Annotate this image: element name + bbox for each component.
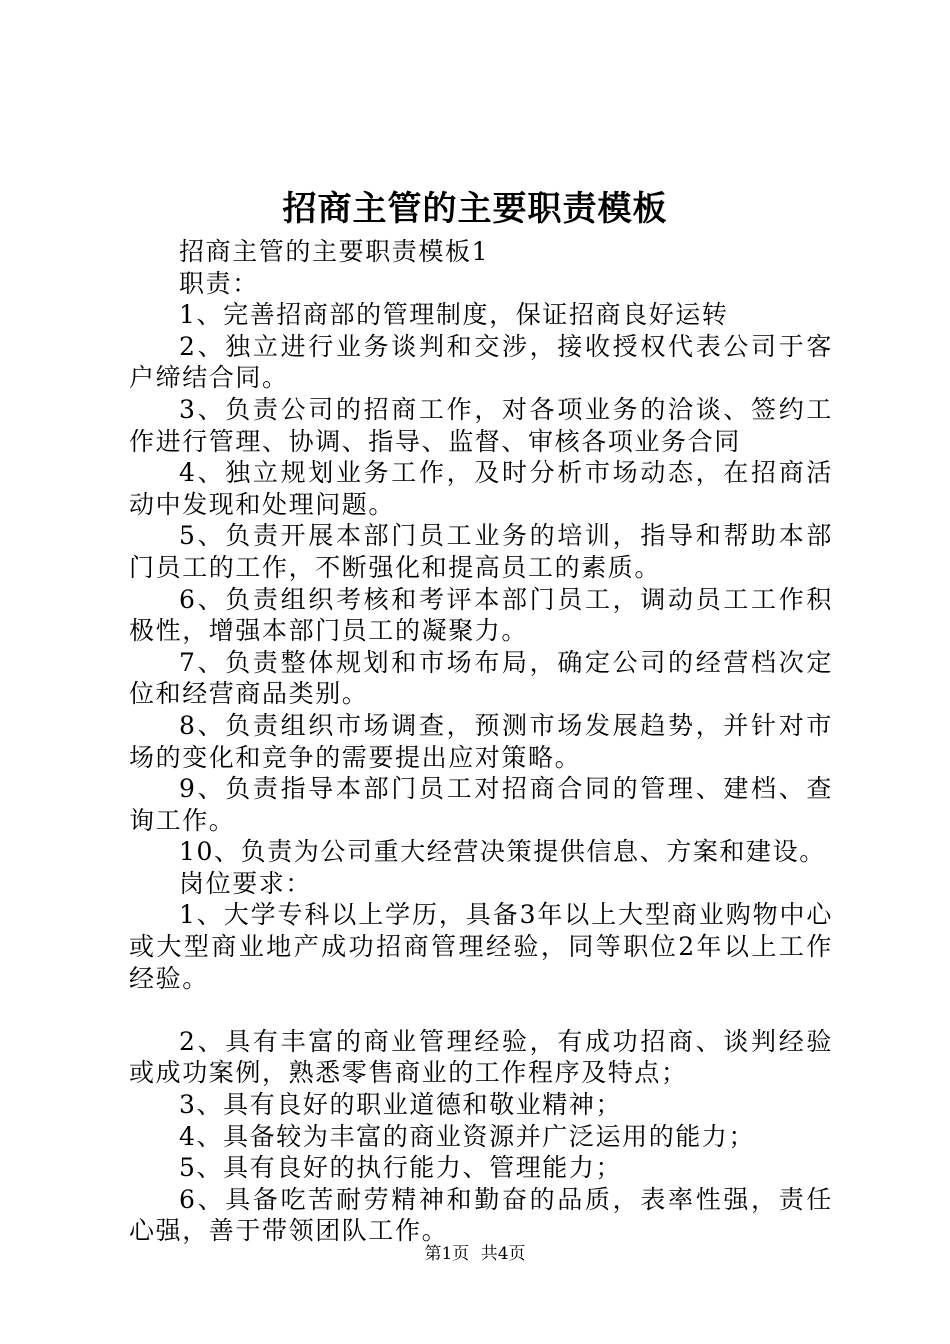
paragraph-duty-5: 5、负责开展本部门员工业务的培训，指导和帮助本部门员工的工作，不断强化和提高员工的素质。 [129, 521, 833, 582]
paragraph-duty-8: 8、负责组织市场调查，预测市场发展趋势，并针对市场的变化和竞争的需要提出应对策略。 [129, 710, 833, 772]
paragraph-requirement-6: 6、具备吃苦耐劳精神和勤奋的品质，表率性强，责任心强，善于带领团队工作。 [129, 1184, 833, 1246]
paragraph-requirement-5: 5、具有良好的执行能力、管理能力； [179, 1153, 623, 1183]
paragraph-requirement-3: 3、具有良好的职业道德和敬业精神； [179, 1090, 623, 1120]
paragraph-requirement-1: 1、大学专科以上学历，具备3年以上大型商业购物中心或大型商业地产成功招商管理经验，同等职位2年以上工作经验。 [129, 900, 833, 993]
paragraph-requirement-2: 2、具有丰富的商业管理经验，有成功招商、谈判经验或成功案例，熟悉零售商业的工作程序及特点； [129, 1026, 833, 1088]
document-title: 招商主管的主要职责模板 [282, 189, 668, 229]
paragraph-duty-4: 4、独立规划业务工作，及时分析市场动态，在招商活动中发现和处理问题。 [129, 458, 833, 519]
paragraph-duty-1: 1、完善招商部的管理制度，保证招商良好运转 [179, 300, 729, 330]
paragraph-duty-2: 2、独立进行业务谈判和交涉，接收授权代表公司于客户缔结合同。 [129, 331, 833, 393]
paragraph-duty-7: 7、负责整体规划和市场布局，确定公司的经营档次定位和经营商品类别。 [129, 647, 833, 709]
paragraph-duties-heading: 职责： [179, 268, 259, 298]
paragraph-duty-10: 10、负责为公司重大经营决策提供信息、方案和建设。 [179, 837, 826, 867]
paragraph-duty-3: 3、负责公司的招商工作，对各项业务的洽谈、签约工作进行管理、协调、指导、监督、审核各项业务合同 [129, 394, 833, 456]
paragraph-duty-9: 9、负责指导本部门员工对招商合同的管理、建档、查询工作。 [129, 774, 833, 835]
page-footer [0, 1242, 950, 1266]
paragraph-requirements-heading: 岗位要求： [179, 868, 313, 898]
paragraph-duty-6: 6、负责组织考核和考评本部门员工，调动员工工作积极性，增强本部门员工的凝聚力。 [129, 584, 833, 646]
paragraph-subtitle: 招商主管的主要职责模板1 [179, 237, 490, 266]
document-body [129, 236, 833, 1247]
page-number-total: 共4页 [480, 1244, 526, 1264]
paragraph-requirement-4: 4、具备较为丰富的商业资源并广泛运用的能力； [179, 1121, 756, 1151]
page-number-current: 第1页 [424, 1244, 470, 1264]
